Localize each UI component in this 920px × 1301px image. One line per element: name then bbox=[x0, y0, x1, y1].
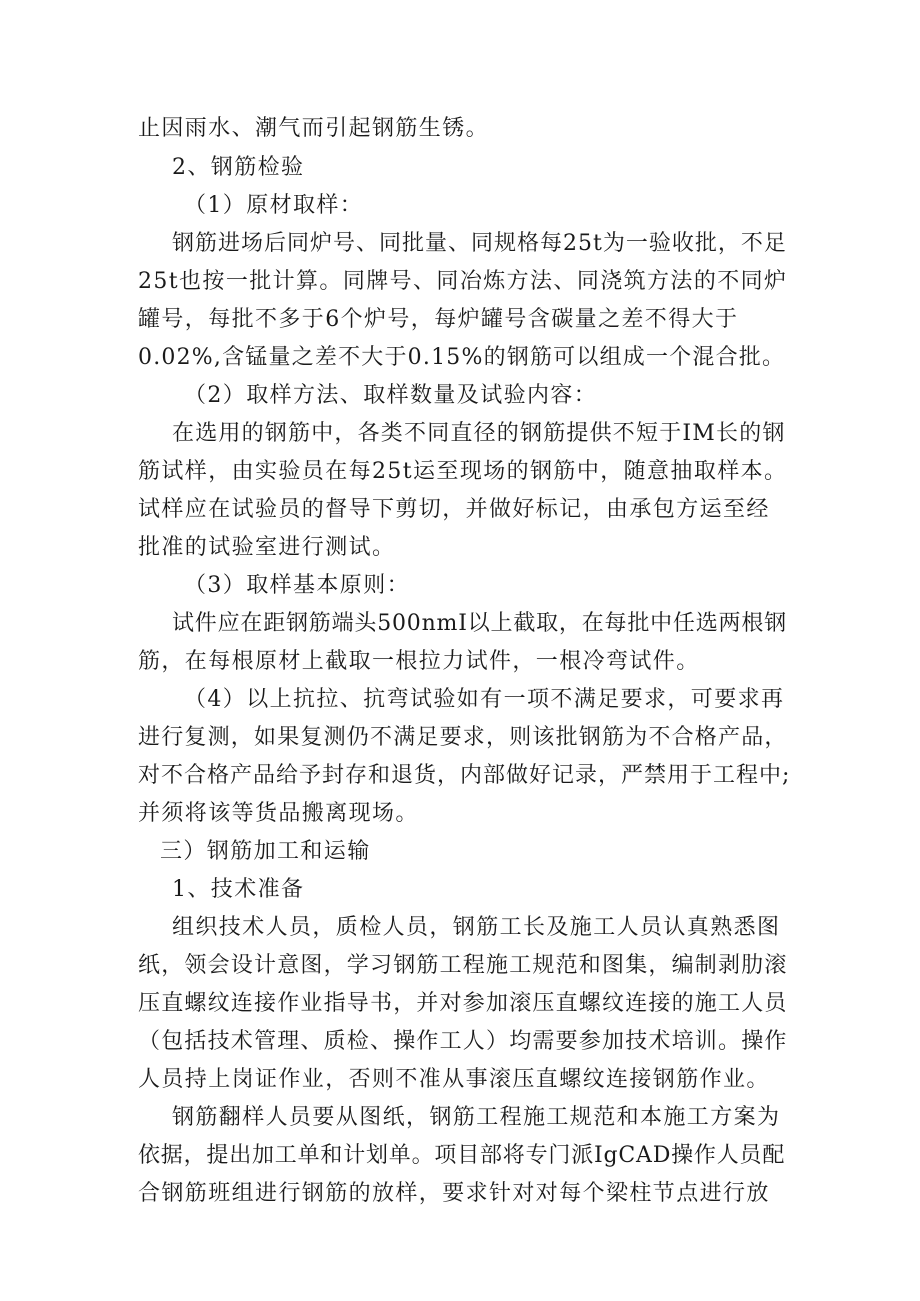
text-line: 并须将该等货品搬离现场。 bbox=[138, 801, 419, 826]
text-line: 组织技术人员，质检人员，钢筋工长及施工人员认真熟悉图 bbox=[172, 915, 781, 940]
text-line: 钢筋进场后同炉号、同批量、同规格每25t为一验收批，不足 bbox=[172, 231, 787, 256]
text-line: 筋，在每根原材上截取一根拉力试件，一根冷弯试件。 bbox=[138, 649, 700, 674]
section-heading: 2、钢筋检验 bbox=[172, 155, 305, 180]
text-line: 钢筋翻样人员要从图纸，钢筋工程施工规范和本施工方案为 bbox=[172, 1105, 781, 1130]
text-line: 进行复测，如果复测仍不满足要求，则该批钢筋为不合格产品， bbox=[138, 725, 788, 750]
text-line: 人员持上岗证作业，否则不准从事滚压直螺纹连接钢筋作业。 bbox=[138, 1067, 770, 1092]
text-line: 止因雨水、潮气而引起钢筋生锈。 bbox=[138, 116, 490, 141]
subsection-heading: （3）取样基本原则： bbox=[184, 573, 410, 598]
text-line: 压直螺纹连接作业指导书，并对参加滚压直螺纹连接的施工人员 bbox=[138, 991, 788, 1016]
text-line: 在选用的钢筋中，各类不同直径的钢筋提供不短于IM长的钢 bbox=[172, 421, 786, 446]
text-line: 试样应在试验员的督导下剪切，并做好标记，由承包方运至经 bbox=[138, 497, 770, 522]
text-line: 试件应在距钢筋端头500nmI以上截取，在每批中任选两根钢 bbox=[172, 611, 787, 636]
text-line: 0.02%,含锰量之差不大于0.15%的钢筋可以组成一个混合批。 bbox=[138, 345, 786, 370]
text-line: （4）以上抗拉、抗弯试验如有一项不满足要求，可要求再 bbox=[184, 687, 785, 712]
text-line: 罐号，每批不多于6个炉号，每炉罐号含碳量之差不得大于 bbox=[138, 307, 739, 332]
text-line: 依据，提出加工单和计划单。项目部将专门派IgCAD操作人员配 bbox=[138, 1143, 786, 1168]
text-line: 对不合格产品给予封存和退货，内部做好记录，严禁用于工程中; bbox=[138, 763, 791, 788]
subsection-heading: （1）原材取样： bbox=[184, 193, 364, 218]
section-heading: 1、技术准备 bbox=[172, 877, 305, 902]
text-line: 批准的试验室进行测试。 bbox=[138, 535, 396, 560]
section-heading: 三）钢筋加工和运输 bbox=[160, 839, 371, 864]
text-line: 筋试样，由实验员在每25t运至现场的钢筋中，随意抽取样本。 bbox=[138, 459, 788, 484]
text-line: 纸，领会设计意图，学习钢筋工程施工规范和图集，编制剥肋滚 bbox=[138, 953, 788, 978]
subsection-heading: （2）取样方法、取样数量及试验内容： bbox=[184, 383, 598, 408]
text-line: 25t也按一批计算。同牌号、同冶炼方法、同浇筑方法的不同炉 bbox=[138, 269, 788, 294]
text-line: 合钢筋班组进行钢筋的放样，要求针对对每个梁柱节点进行放 bbox=[138, 1181, 770, 1206]
text-line: （包括技术管理、质检、操作工人）均需要参加技术培训。操作 bbox=[138, 1029, 788, 1054]
